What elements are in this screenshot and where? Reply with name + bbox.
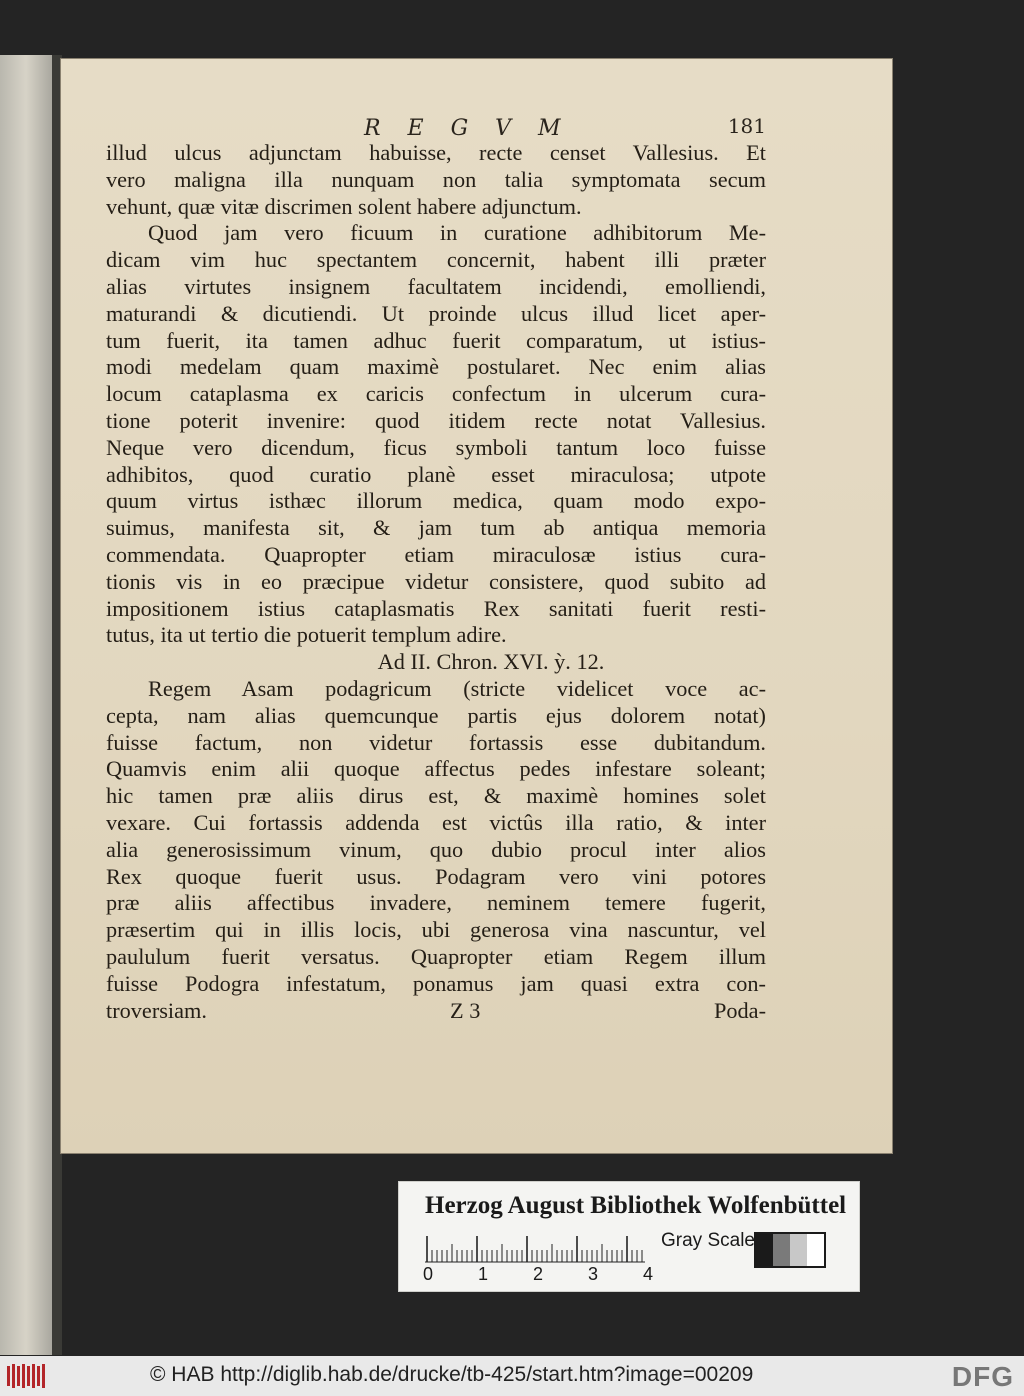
gray-swatch-cell — [756, 1234, 773, 1266]
text-line: vero maligna illa nunquam non talia symptomata secum — [106, 166, 766, 192]
text-line: tionis vis in eo præcipue videtur consistere, quod subito ad — [106, 568, 766, 594]
body-text — [106, 140, 766, 998]
ruler-number: 3 — [588, 1264, 599, 1284]
final-line — [106, 998, 766, 1025]
text-line: impositionem istius cataplasmatis Rex sanitati fuerit resti- — [106, 595, 766, 621]
previous-page-edge — [0, 55, 52, 1355]
gray-scale-label: Gray Scale — [661, 1230, 755, 1251]
ruler-number: 0 — [423, 1264, 434, 1284]
text-line: Ad II. Chron. XVI. ỳ. 12. — [377, 649, 605, 675]
text-line: locum cataplasma ex caricis confectum in ulcerum cura- — [106, 381, 766, 407]
text-line: tutus, ita ut tertio die potuerit templum adire. — [106, 622, 507, 648]
running-head — [106, 114, 766, 140]
text-line: tum fuerit, ita tamen adhuc fuerit comparatum, ut istius- — [106, 327, 766, 353]
page-text-block — [106, 114, 766, 1025]
text-line: adhibitos, quod curatio planè esset miraculosa; utpote — [106, 461, 766, 487]
ruler-number: 4 — [643, 1264, 654, 1284]
text-line: fuisse Podogra infestatum, ponamus jam quasi extra con- — [106, 970, 766, 996]
text-line: præ aliis affectibus invadere, neminem temere fugerit, — [106, 890, 766, 916]
text-line: vexare. Cui fortassis addenda est victûs illa ratio, & inter — [106, 809, 766, 835]
text-line: Neque vero dicendum, ficus symboli tantum loco fuisse — [106, 434, 766, 460]
signature-mark: Z 3 — [450, 997, 481, 1023]
page-number: 181 — [727, 114, 766, 138]
book-page — [60, 58, 893, 1154]
final-line-text: troversiam. — [106, 997, 207, 1023]
text-line: modi medelam quam maximè postularet. Nec enim alias — [106, 354, 766, 380]
text-line: paululum fuerit versatus. Quapropter etiam Regem illum — [106, 943, 766, 969]
hab-logo-icon — [6, 1362, 46, 1390]
text-line: dicam vim huc spectantem concernit, habent illi præter — [106, 247, 766, 273]
text-line: commendata. Quapropter etiam miraculosæ istius cura- — [106, 541, 766, 567]
dfg-logo: DFG — [951, 1361, 1014, 1392]
text-line: quum virtus isthæc illorum medica, quam modo expo- — [106, 488, 766, 514]
text-line: Rex quoque fuerit usus. Podagram vero vini potores — [106, 863, 766, 889]
footer-bar — [0, 1356, 1024, 1396]
library-color-card — [398, 1181, 860, 1292]
ruler-number: 1 — [478, 1264, 489, 1284]
text-line: fuisse factum, non videtur fortassis esse dubitandum. — [106, 729, 766, 755]
catchword: Poda- — [713, 997, 766, 1023]
text-line: cepta, nam alias quemcunque partis ejus dolorem notat) — [106, 702, 766, 728]
gray-swatch-cell — [790, 1234, 807, 1266]
copyright-link[interactable]: © HAB http://diglib.hab.de/drucke/tb-425/start.htm?image=00209 — [150, 1363, 754, 1386]
gray-swatch-cell — [807, 1234, 824, 1266]
text-line: hic tamen præ aliis dirus est, & maximè homines solet — [106, 783, 766, 809]
text-line: alia generosissimum vinum, quo dubio procul inter alios — [106, 836, 766, 862]
text-line: Quamvis enim alii quoque affectus pedes infestare soleant; — [106, 756, 766, 782]
text-line: vehunt, quæ vitæ discrimen solent habere adjunctum. — [106, 193, 582, 219]
library-name: Herzog August Bibliothek Wolfenbüttel — [425, 1192, 847, 1219]
ruler-numbers — [419, 1264, 659, 1286]
running-title: R E G V M — [364, 116, 571, 141]
text-line: tione poterit invenire: quod itidem recte notat Vallesius. — [106, 407, 766, 433]
text-line: maturandi & dicutiendi. Ut proinde ulcus illud licet aper- — [106, 300, 766, 326]
scale-ruler-icon — [425, 1234, 645, 1264]
text-line: Regem Asam podagricum (stricte videlicet voce ac- — [148, 675, 766, 701]
gray-swatch-cell — [773, 1234, 790, 1266]
gray-scale-swatch — [754, 1232, 826, 1268]
text-line: illud ulcus adjunctam habuisse, recte censet Vallesius. Et — [106, 140, 766, 165]
text-line: præsertim qui in illis locis, ubi generosa vina nascuntur, vel — [106, 917, 766, 943]
ruler-number: 2 — [533, 1264, 544, 1284]
text-line: alias virtutes insignem facultatem incidendi, emolliendi, — [106, 273, 766, 299]
text-line: suimus, manifesta sit, & jam tum ab antiqua memoria — [106, 515, 766, 541]
text-line: Quod jam vero ficuum in curatione adhibitorum Me- — [148, 220, 766, 246]
